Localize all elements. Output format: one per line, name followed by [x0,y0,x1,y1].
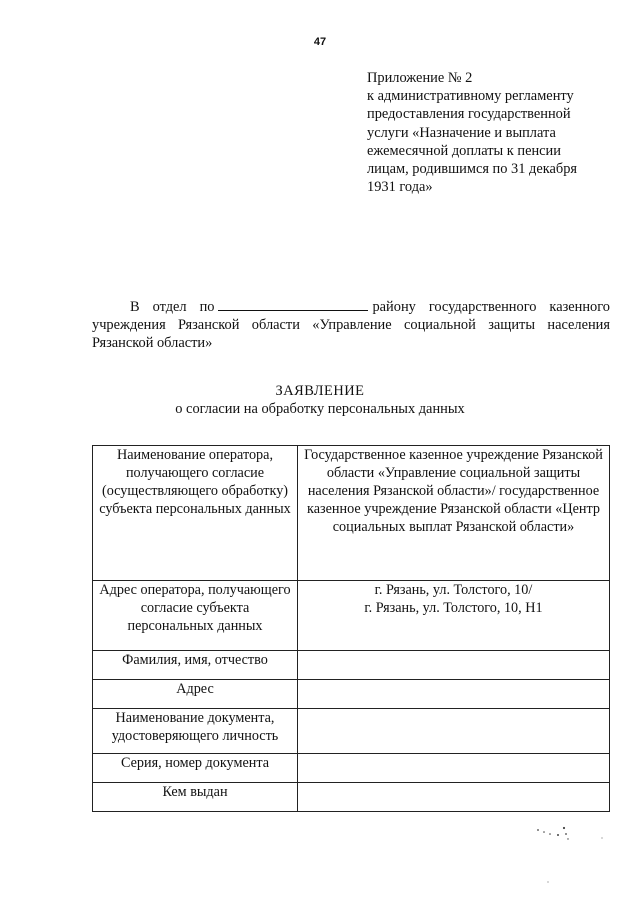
appendix-line: к административному регламенту [367,88,574,105]
document-title [0,382,640,418]
appendix-line: предоставления государственной [367,106,571,123]
table-row [93,754,610,783]
addressee-suffix: району государственного казенного учреждения Рязанской области «Управление социальной защиты населения Рязанской области» [92,299,610,351]
address-field[interactable] [298,680,610,709]
operator-name-label: Наименование оператора, получающего согласие (осуществляющего обработку) субъекта персональных данных [93,446,298,581]
appendix-line: услуги «Назначение и выплата [367,124,556,141]
page-number: 47 [313,36,327,48]
appendix-line: лицам, родившимся по 31 декабря [367,161,578,178]
table-row [93,581,610,651]
appendix-line: 1931 года» [367,179,433,196]
issued-by-field[interactable] [298,783,610,812]
full-name-field[interactable] [298,651,610,680]
document-field[interactable] [298,709,610,754]
district-blank-field[interactable] [218,298,368,311]
series-number-field[interactable] [298,754,610,783]
table-row [93,709,610,754]
title-heading: ЗАЯВЛЕНИЕ [275,383,365,399]
full-name-label: Фамилия, имя, отчество [93,651,298,680]
scan-specks [528,820,618,890]
table-row [93,651,610,680]
operator-name-value: Государственное казенное учреждение Рязанской области «Управление социальной защиты населения Рязанской области»/ государственное казенное учреждение Рязанской области «Центр социальных выплат Рязанской области» [298,446,610,581]
consent-table [92,445,610,812]
addressee-prefix: В отдел по [130,299,215,315]
appendix-header [367,69,607,196]
table-row [93,446,610,581]
operator-address-label: Адрес оператора, получающего согласие субъекта персональных данных [93,581,298,651]
document-label: Наименование документа, удостоверяющего личность [93,709,298,754]
addressee [92,298,610,352]
table-row [93,783,610,812]
operator-address-line: г. Рязань, ул. Толстого, 10/ [374,582,533,598]
issued-by-label: Кем выдан [93,783,298,812]
title-subheading: о согласии на обработку персональных данных [175,401,465,417]
address-label: Адрес [93,680,298,709]
series-number-label: Серия, номер документа [93,754,298,783]
table-row [93,680,610,709]
operator-address-line: г. Рязань, ул. Толстого, 10, Н1 [364,600,543,616]
appendix-line: Приложение № 2 [367,70,473,86]
appendix-line: ежемесячной доплаты к пенсии [367,142,561,159]
operator-address-value [298,581,610,651]
